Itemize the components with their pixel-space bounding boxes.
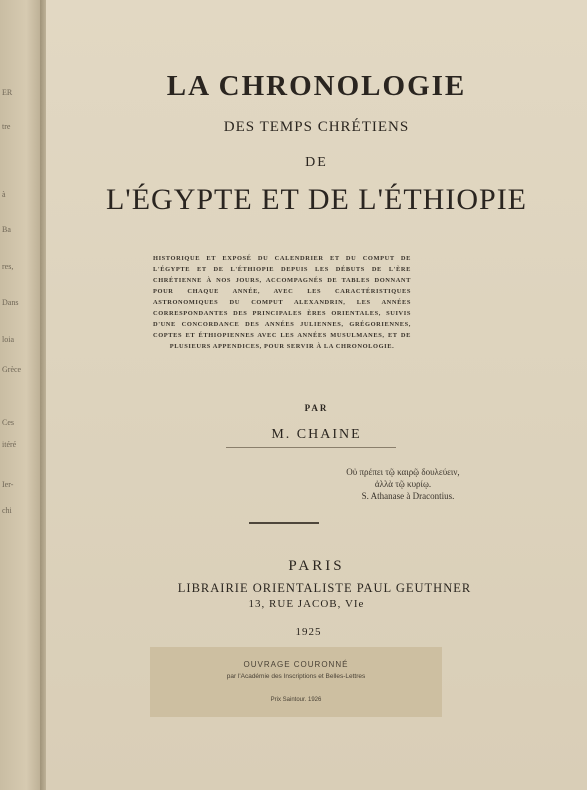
- divider-rule: [249, 522, 319, 524]
- author-name: M. CHAINE: [271, 427, 362, 442]
- facing-page-fragment: Dans: [2, 298, 19, 307]
- facing-page-fragment: chi: [2, 506, 12, 515]
- publication-year: 1925: [295, 626, 322, 638]
- title-secondary: L'ÉGYPTE ET DE L'ÉTHIOPIE: [105, 183, 528, 216]
- award-label: [150, 647, 442, 717]
- title-main: LA CHRONOLOGIE: [166, 70, 467, 102]
- facing-page-fragment: Grèce: [2, 365, 22, 374]
- epigraph: [318, 466, 488, 502]
- facing-page-fragment: Ces: [2, 418, 14, 427]
- facing-page-fragment: Ba: [2, 225, 11, 234]
- author-underline: [226, 447, 396, 448]
- description-paragraph: HISTORIQUE ET EXPOSÉ DU CALENDRIER ET DU COMPUT DE L'ÉGYPTE ET DE L'ÉTHIOPIE DEPUIS LES DÉBUTS DE L'ÈRE CHRÉTIENNE À NOS JOURS, ACCOMPAGNÉS DE TABLES DONNANT POUR CHAQUE ANNÉE, AVEC LES CARACTÉRISTIQUES ASTRONOMIQUES DU COMPUT ALEXANDRIN, LES ANNÉES CORRESPONDANTES DES PRINCIPALES ÈRES ORIENTALES, SUIVIS D'UNE CONCORDANCE DES ANNÉES JULIENNES, GRÉGORIENNES, COPTES ET ÉTHIOPIENNES AVEC LES ANNÉES MUSULMANES, ET DE PLUSIEURS APPENDICES, POUR SERVIR À LA CHRONOLOGIE.: [153, 255, 411, 350]
- epigraph-attribution: S. Athanase à Dracontius.: [361, 491, 455, 501]
- facing-page-edge: [0, 0, 44, 790]
- epigraph-line: ἀλλὰ τῷ κυρίῳ.: [374, 479, 432, 489]
- title-page: [46, 0, 587, 790]
- epigraph-line: Οὐ πρέπει τῷ καιρῷ δουλεύειν,: [346, 467, 460, 477]
- award-prize: Prix Saintour. 1926: [270, 697, 322, 703]
- facing-page-fragment: à: [2, 190, 6, 199]
- facing-page-fragment: res,: [2, 262, 14, 271]
- facing-page-fragment: ER: [2, 88, 13, 97]
- publisher-address: 13, RUE JACOB, VIe: [248, 598, 365, 610]
- title-subtitle: DES TEMPS CHRÉTIENS: [223, 119, 410, 135]
- facing-page-fragment: Ier-: [2, 480, 14, 489]
- title-connector: DE: [305, 155, 328, 170]
- award-academy: par l'Académie des Inscriptions et Belles-Lettres: [226, 673, 366, 680]
- by-label: PAR: [304, 403, 329, 413]
- publication-city: PARIS: [288, 558, 345, 574]
- award-title: OUVRAGE COURONNÉ: [243, 660, 349, 669]
- publisher-name: LIBRAIRIE ORIENTALISTE PAUL GEUTHNER: [177, 581, 472, 595]
- facing-page-fragment: loia: [2, 335, 14, 344]
- facing-page-fragment: tre: [2, 122, 11, 131]
- facing-page-fragment: itéré: [2, 440, 17, 449]
